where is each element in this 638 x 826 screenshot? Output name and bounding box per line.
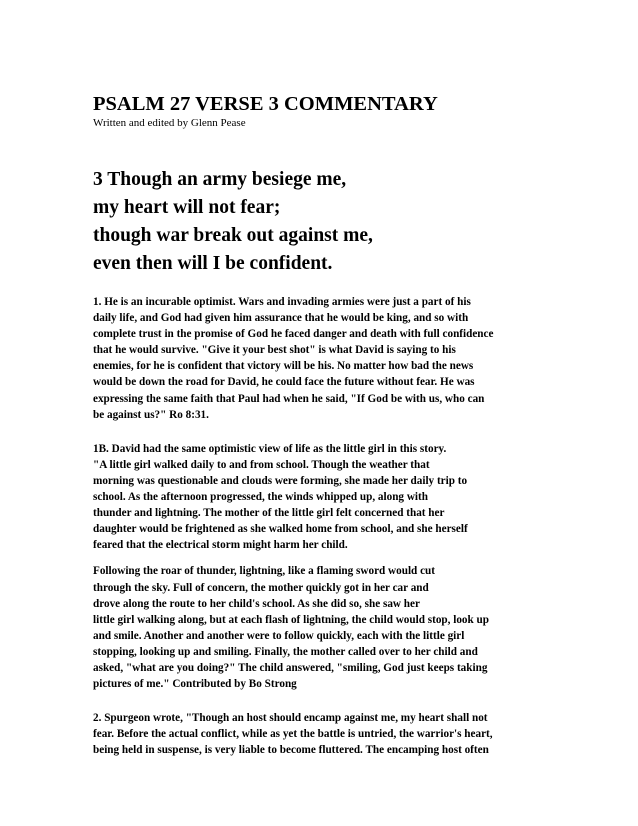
text-line: and smile. Another and another were to follow quickly, each with the little girl bbox=[93, 629, 465, 642]
text-line: being held in suspense, is very liable to become fluttered. The encamping host often bbox=[93, 744, 489, 757]
text-line: school. As the afternoon progressed, the winds whipped up, along with bbox=[93, 491, 428, 504]
verse-line: even then will I be confident. bbox=[93, 253, 333, 274]
text-line: stopping, looking up and smiling. Finally, the mother called over to her child and bbox=[93, 645, 478, 658]
text-line: morning was questionable and clouds were forming, she made her daily trip to bbox=[93, 474, 468, 487]
text-line: fear. Before the actual conflict, while as yet the battle is untried, the warrior's heart, bbox=[93, 728, 493, 741]
text-line: enemies, for he is confident that victory will be his. No matter how bad the news bbox=[93, 360, 474, 373]
commentary-paragraph-2 bbox=[93, 710, 553, 758]
text-line: "A little girl walked daily to and from school. Though the weather that bbox=[93, 458, 430, 471]
verse-block bbox=[93, 166, 553, 278]
commentary-paragraph-1b bbox=[93, 441, 553, 554]
verse-line: though war break out against me, bbox=[93, 225, 373, 246]
text-line: asked, "what are you doing?" The child answered, "smiling, God just keeps taking bbox=[93, 661, 488, 674]
verse-line: my heart will not fear; bbox=[93, 197, 281, 218]
text-line: daily life, and God had given him assurance that he would be king, and so with bbox=[93, 312, 469, 325]
text-line: feared that the electrical storm might harm her child. bbox=[93, 539, 348, 552]
text-line: little girl walking along, but at each flash of lightning, the child would stop, look up bbox=[93, 613, 489, 626]
text-line: 2. Spurgeon wrote, "Though an host should encamp against me, my heart shall not bbox=[93, 712, 488, 725]
text-line: 1B. David had the same optimistic view of life as the little girl in this story. bbox=[93, 442, 447, 455]
author-byline: Written and edited by Glenn Pease bbox=[93, 117, 246, 129]
text-line: would be down the road for David, he could face the future without fear. He was bbox=[93, 376, 475, 389]
text-line: through the sky. Full of concern, the mother quickly got in her car and bbox=[93, 581, 429, 594]
text-line: complete trust in the promise of God he faced danger and death with full confidence bbox=[93, 328, 494, 341]
document-page bbox=[93, 92, 553, 758]
text-line: be against us?" Ro 8:31. bbox=[93, 408, 209, 421]
text-line: pictures of me." Contributed by Bo Strong bbox=[93, 678, 297, 691]
text-line: drove along the route to her child's school. As she did so, she saw her bbox=[93, 597, 420, 610]
page-title: PSALM 27 VERSE 3 COMMENTARY bbox=[93, 93, 438, 115]
commentary-paragraph-story bbox=[93, 563, 553, 692]
text-line: thunder and lightning. The mother of the little girl felt concerned that her bbox=[93, 507, 445, 520]
text-line: expressing the same faith that Paul had when he said, "If God be with us, who can bbox=[93, 392, 485, 405]
commentary-body bbox=[93, 294, 553, 758]
text-line: Following the roar of thunder, lightning, like a flaming sword would cut bbox=[93, 565, 435, 578]
text-line: daughter would be frightened as she walked home from school, and she herself bbox=[93, 523, 468, 536]
verse-line: 3 Though an army besiege me, bbox=[93, 169, 347, 190]
text-line: that he would survive. "Give it your best shot" is what David is saying to his bbox=[93, 344, 456, 357]
commentary-paragraph-1 bbox=[93, 294, 553, 423]
text-line: 1. He is an incurable optimist. Wars and invading armies were just a part of his bbox=[93, 296, 471, 308]
